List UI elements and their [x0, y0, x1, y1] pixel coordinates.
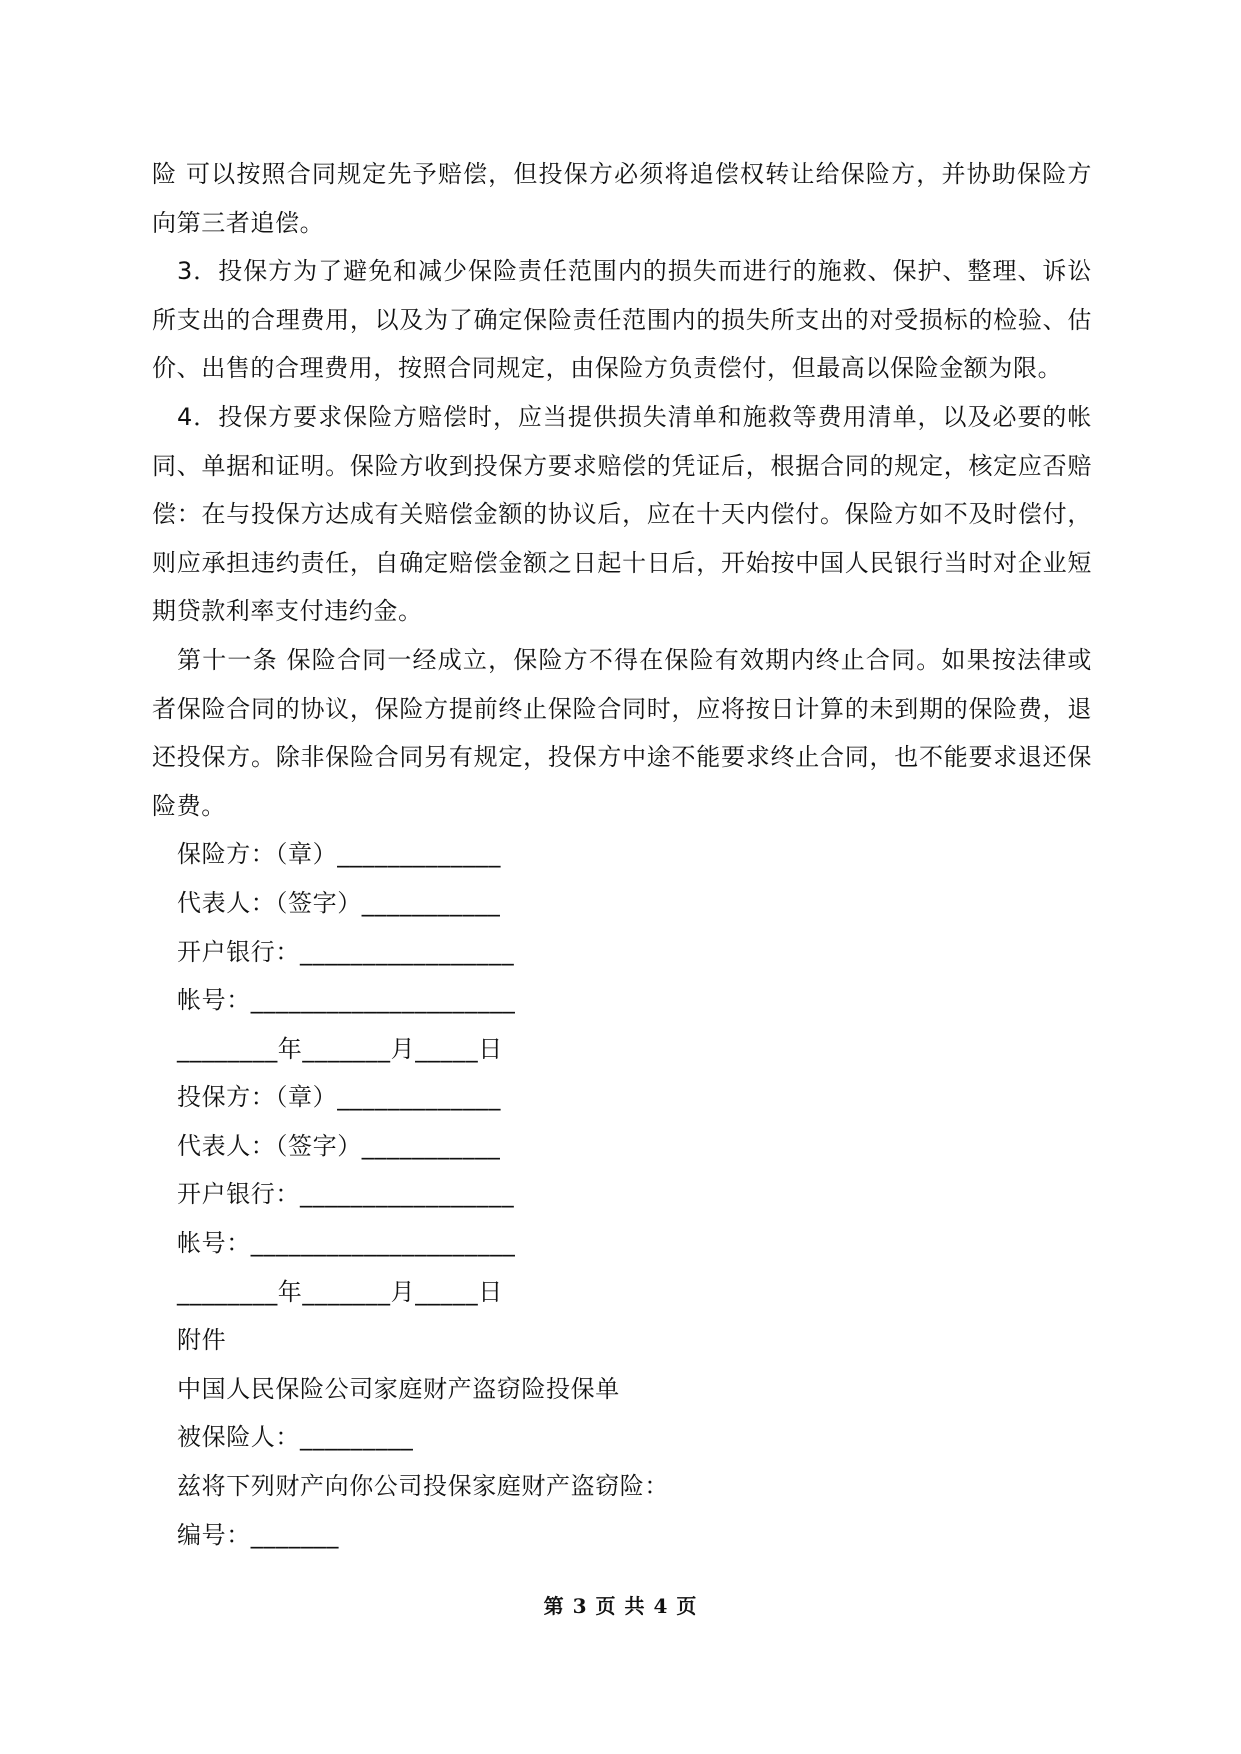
- policyholder-party-field: 投保方：（章）_____________: [177, 1083, 501, 1112]
- policyholder-representative-field: 代表人：（签字）___________: [177, 1131, 501, 1160]
- paragraph-article-11: 第十一条 保险合同一经成立，保险方不得在保险有效期内终止合同。如果按法律或者保险合同的协议，保险方提前终止保险合同时，应将按日计算的未到期的保险费，退还投保方。除非保险合同另有规定，投保方中途不能要求终止合同，也不能要求退还保险费。: [152, 645, 1092, 820]
- policyholder-date-field: ________年_______月_____日: [177, 1277, 503, 1306]
- document-body: [152, 150, 1092, 1559]
- insurer-bank-field: 开户银行：_________________: [177, 937, 515, 966]
- paragraph-continuation: 险 可以按照合同规定先予赔偿，但投保方必须将追偿权转让给保险方，并协助保险方向第三者追偿。: [152, 160, 1092, 237]
- attachment-section: [152, 1316, 1092, 1559]
- insured-field: 被保险人：_________: [177, 1423, 414, 1452]
- insurer-party-field: 保险方：（章）_____________: [177, 840, 501, 869]
- insurer-date-field: ________年_______月_____日: [177, 1034, 503, 1063]
- policyholder-bank-field: 开户银行：_________________: [177, 1180, 515, 1209]
- attachment-label: 附件: [177, 1326, 227, 1355]
- insurer-representative-field: 代表人：（签字）___________: [177, 888, 501, 917]
- policyholder-account-field: 帐号：_____________________: [177, 1229, 516, 1258]
- page-number: 第 3 页 共 4 页: [543, 1594, 698, 1618]
- number-field: 编号：_______: [177, 1520, 339, 1549]
- policyholder-signature-block: [152, 1073, 1092, 1316]
- insurer-account-field: 帐号：_____________________: [177, 986, 516, 1015]
- page-footer: [0, 1590, 1241, 1619]
- paragraph-clause-3: 3．投保方为了避免和减少保险责任范围内的损失而进行的施救、保护、整理、诉讼所支出的合理费用，以及为了确定保险责任范围内的损失所支出的对受损标的检验、估价、出售的合理费用，按照合同规定，由保险方负责偿付，但最高以保险金额为限。: [152, 257, 1092, 383]
- paragraph-clause-4: 4．投保方要求保险方赔偿时，应当提供损失清单和施救等费用清单，以及必要的帐同、单据和证明。保险方收到投保方要求赔偿的凭证后，根据合同的规定，核定应否赔偿：在与投保方达成有关赔偿金额的协议后，应在十天内偿付。保险方如不及时偿付，则应承担违约责任，自确定赔偿金额之日起十日后，开始按中国人民银行当时对企业短期贷款利率支付违约金。: [152, 402, 1092, 626]
- attachment-title: 中国人民保险公司家庭财产盗窃险投保单: [177, 1374, 620, 1403]
- insurer-signature-block: [152, 830, 1092, 1073]
- attachment-statement: 兹将下列财产向你公司投保家庭财产盗窃险：: [177, 1472, 669, 1501]
